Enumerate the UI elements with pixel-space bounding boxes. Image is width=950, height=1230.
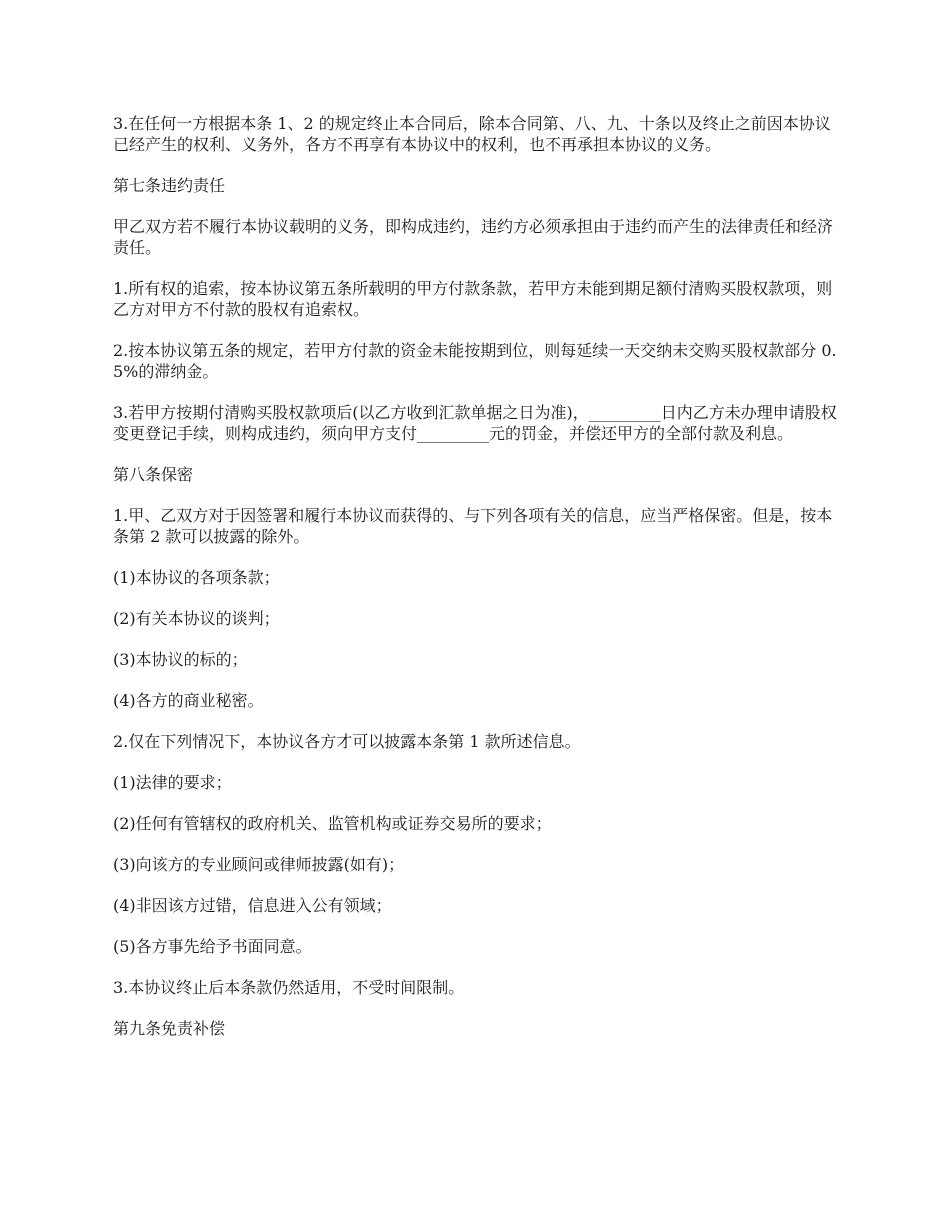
list-item: (3)向该方的专业顾问或律师披露(如有)； [113,855,405,874]
list-item: (5)各方事先给予书面同意。 [113,937,312,956]
clause-paragraph: 3.本协议终止后本条款仍然适用，不受时间限制。 [113,978,465,997]
clause-paragraph: 1.甲、乙双方对于因签署和履行本协议而获得的、与下列各项有关的信息，应当严格保密。但是，按本条第 2 款可以披露的除外。 [113,506,833,546]
list-item: (2)任何有管辖权的政府机关、监管机构或证券交易所的要求； [113,814,552,833]
clause-paragraph: 3.若甲方按期付清购买股权款项后(以乙方收到汇款单据之日为准)，_________日内乙方未办理申请股权变更登记手续，则构成违约，须向甲方支付_________元的罚金，并偿还甲方的全部付款及利息。 [113,403,837,443]
section-heading: 第七条违约责任 [113,176,226,195]
clause-paragraph: 2.按本协议第五条的规定，若甲方付款的资金未能按期到位，则每延续一天交纳未交购买股权款部分 0.5%的滞纳金。 [113,341,837,381]
list-item: (1)法律的要求； [113,773,232,792]
section-heading: 第九条免责补偿 [113,1019,226,1038]
clause-paragraph: 甲乙双方若不履行本协议载明的义务，即构成违约，违约方必须承担由于违约而产生的法律责任和经济责任。 [113,217,834,257]
list-item: (4)各方的商业秘密。 [113,691,264,710]
section-heading: 第八条保密 [113,465,194,484]
list-item: (4)非因该方过错，信息进入公有领域； [113,896,392,915]
clause-paragraph: 3.在任何一方根据本条 1、2 的规定终止本合同后，除本合同第、八、九、十条以及终止之前因本协议已经产生的权利、义务外，各方不再享有本协议中的权利，也不再承担本协议的义务。 [113,114,831,154]
list-item: (1)本协议的各项条款； [113,568,280,587]
document-page [113,113,843,1059]
list-item: (3)本协议的标的； [113,650,248,669]
list-item: (2)有关本协议的谈判； [113,609,280,628]
clause-paragraph: 2.仅在下列情况下，本协议各方才可以披露本条第 1 款所述信息。 [113,732,581,751]
clause-paragraph: 1.所有权的追索，按本协议第五条所载明的甲方付款条款，若甲方未能到期足额付清购买股权款项，则乙方对甲方不付款的股权有追索权。 [113,279,833,319]
